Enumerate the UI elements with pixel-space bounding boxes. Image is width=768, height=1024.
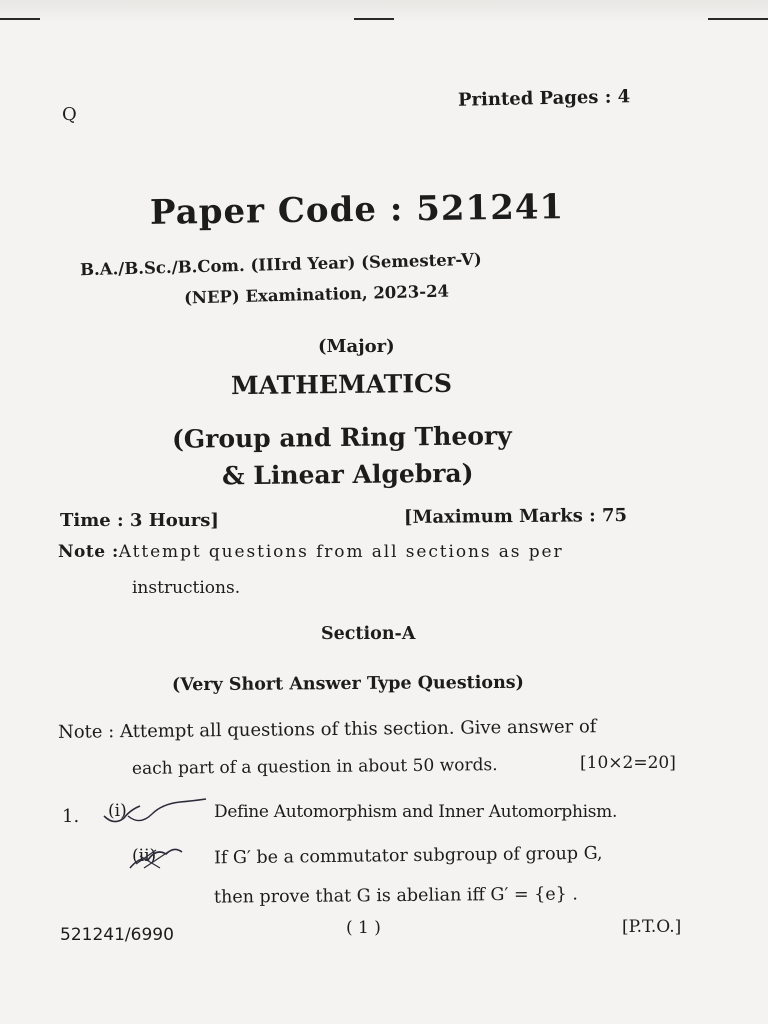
exam-time: Time : 3 Hours]	[60, 510, 219, 531]
scan-mark-right	[708, 18, 768, 20]
set-code: Q	[62, 104, 77, 125]
pto-label: [P.T.O.]	[622, 917, 682, 937]
paper-title-line-1: (Group and Ring Theory	[171, 421, 512, 454]
question-part-text: Define Automorphism and Inner Automorphism.	[214, 802, 618, 822]
subject-title: MATHEMATICS	[230, 368, 453, 401]
question-part-text: If G′ be a commutator subgroup of group G,	[213, 843, 603, 869]
question-part-label: (i)	[108, 801, 127, 821]
footer-paper-code: 521241/6990	[60, 925, 174, 945]
category: (Major)	[318, 336, 395, 357]
course-line: B.A./B.Sc./B.Com. (IIIrd Year) (Semester-V)	[79, 249, 482, 280]
exam-line: (NEP) Examination, 2023-24	[183, 281, 450, 308]
max-marks: [Maximum Marks : 75	[403, 505, 628, 528]
printed-pages: Printed Pages : 4	[457, 86, 631, 111]
general-note-label: Note :	[58, 542, 119, 562]
question-part-text-cont: then prove that G is abelian iff G′ = {e} .	[213, 884, 579, 908]
section-title: Section-A	[321, 624, 416, 644]
section-marks: [10×2=20]	[580, 753, 676, 773]
scan-mark-center	[354, 18, 394, 20]
general-note-text-cont: instructions.	[132, 578, 241, 598]
section-note-cont: each part of a question in about 50 words.	[131, 755, 498, 779]
general-note	[58, 542, 564, 562]
question-number: 1.	[62, 806, 80, 827]
section-subtitle: (Very Short Answer Type Questions)	[171, 672, 524, 696]
paper-code: Paper Code : 521241	[149, 187, 565, 233]
general-note-text: Attempt questions from all sections as per	[118, 542, 564, 562]
section-note: Note : Attempt all questions of this section. Give answer of	[57, 716, 597, 743]
page-number: ( 1 )	[346, 918, 381, 938]
scan-mark-left	[0, 18, 40, 20]
paper-title-line-2: & Linear Algebra)	[221, 458, 474, 491]
question-part-label: (ii)	[132, 846, 157, 866]
